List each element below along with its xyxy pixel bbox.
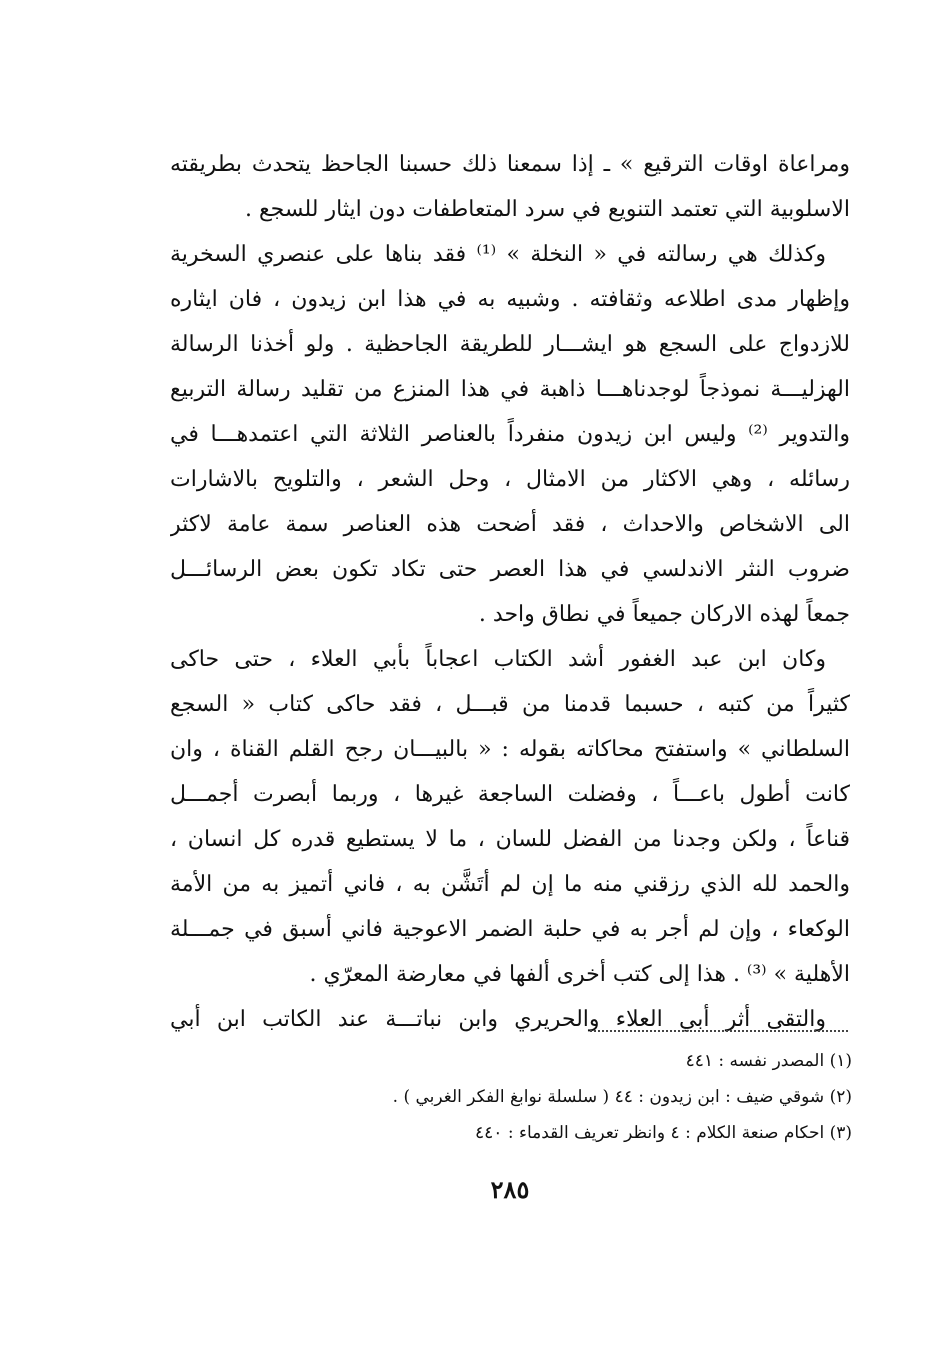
text-line: جمعاً لهذه الاركان جميعاً في نطاق واحد . (478, 602, 850, 627)
text-line: الأهلية » ⁽³⁾ . هذا إلى كتب أخرى ألفها في معارضة المعرّي . (309, 962, 850, 987)
text-line: والتدوير ⁽²⁾ وليس ابن زيدون منفرداً بالعناصر الثلاثة التي اعتمدهـــا في (170, 422, 850, 447)
text-line: ومراعاة اوقات الترقيع » ـ إذا سمعنا ذلك حسبنا الجاحظ يتحدث بطريقته (170, 152, 850, 177)
text-line: الاسلوبية التي تعتمد التنويع في سرد المتعاطفات دون ايثار للسجع . (244, 197, 850, 222)
footnotes (260, 1043, 852, 1151)
text-line: ضروب النثر الاندلسي في هذا العصر حتى تكاد تكون بعض الرسائـــل (170, 557, 850, 582)
text-line: وإظهار مدى اطلاعه وثقافته . وشبيه به في هذا ابن زيدون ، فان ايثاره (170, 287, 850, 312)
text-line: وكذلك هي رسالته في « النخلة » ⁽¹⁾ فقد بناها على عنصري السخرية (170, 242, 827, 267)
footnote: (١) المصدر نفسه : ٤٤١ (685, 1051, 852, 1071)
text-line: رسائله ، وهي الاكثار من الامثال ، وحل الشعر ، والتلويح بالاشارات (170, 467, 850, 492)
text-line: كثيراً من كتبه ، حسبما قدمنا من قبـــل ، فقد حاكى كتاب « السجع (170, 692, 850, 717)
footnote: (٣) احكام صنعة الكلام : ٤ وانظر تعريف القدماء : ٤٤٠ (475, 1123, 852, 1143)
text-line: وكان ابن عبد الغفور أشد الكتاب اعجاباً بأبي العلاء ، حتى حاكى (170, 647, 826, 672)
text-line: الوكعاء ، وإن لم أجر به في حلبة الضمر الاعوجية فاني أسبق في جمـــلة (170, 917, 850, 942)
text-line: قناعاً ، ولكن وجدنا من الفضل للسان ، ما لا يستطيع قدره كل انسان ، (170, 827, 850, 852)
text-line: السلطاني » واستفتح محاكاته بقوله : « بالبيـــان رجح القلم القناة ، وان (170, 737, 850, 762)
text-line: والحمد لله الذي رزقني منه ما إن لم أتَشَّن به ، فاني أتميز به من الأمة (170, 872, 850, 897)
page-number: ٢٨٥ (490, 1175, 530, 1204)
footnote: (٢) شوقي ضيف : ابن زيدون : ٤٤ ( سلسلة نوابغ الفكر الغربي ) . (392, 1087, 852, 1107)
text-line: كانت أطول باعـــاً ، وفضلت الساجعة غيرها ، وربما أبصرت أجمـــل (170, 782, 850, 807)
text-line: والتقى أثر أبي العلاء والحريري وابن نباتـــة عند الكاتب ابن أبي (170, 1007, 826, 1032)
body-text (170, 142, 850, 1042)
footnote-divider (590, 1030, 848, 1032)
text-line: الى الاشخاص والاحداث ، فقد أضحت هذه العناصر سمة عامة لاكثر (170, 512, 850, 537)
text-line: الهزليـــة نموذجاً لوجدناهـــا ذاهبة في هذا المنزع من تقليد رسالة التربيع (170, 377, 850, 402)
text-line: للازدواج على السجع هو ايشـــار للطريقة الجاحظية . ولو أخذنا الرسالة (170, 332, 850, 357)
